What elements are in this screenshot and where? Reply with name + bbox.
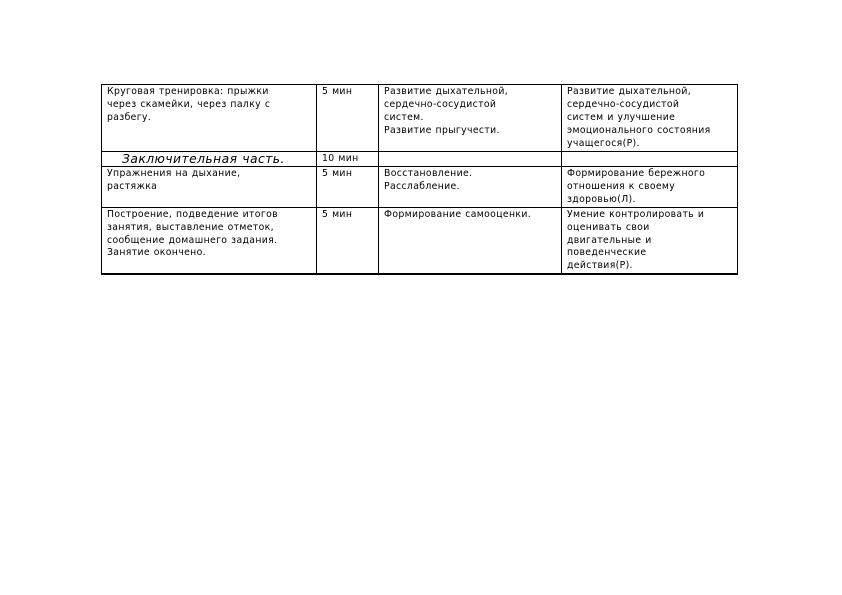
- skills-cell: Развитие дыхательной, сердечно-сосудистой систем и улучшение эмоционального состояния учащегося(Р).: [562, 85, 738, 152]
- table-row: [102, 167, 738, 208]
- skills-cell: Формирование бережного отношения к своему здоровью(Л).: [562, 167, 738, 208]
- goal-cell: [379, 152, 562, 167]
- skills-cell: Умение контролировать и оценивать свои двигательные и поведенческие действия(Р).: [562, 207, 738, 274]
- activity-cell: Упражнения на дыхание, растяжка: [102, 167, 317, 208]
- goal-cell: Формирование самооценки.: [379, 207, 562, 274]
- section-title: Заключительная часть.: [122, 152, 285, 166]
- section-cell: [102, 152, 317, 167]
- skills-cell: [562, 152, 738, 167]
- activity-cell: Построение, подведение итогов занятия, выставление отметок, сообщение домашнего задания. Занятие окончено.: [102, 207, 317, 274]
- table-row: [102, 207, 738, 274]
- lesson-plan-table: [101, 84, 738, 275]
- section-row: [102, 152, 738, 167]
- goal-cell: Восстановление. Расслабление.: [379, 167, 562, 208]
- time-cell: 10 мин: [317, 152, 379, 167]
- time-cell: 5 мин: [317, 207, 379, 274]
- table-row: [102, 85, 738, 152]
- activity-cell: Круговая тренировка: прыжки через скамейки, через палку с разбегу.: [102, 85, 317, 152]
- time-cell: 5 мин: [317, 167, 379, 208]
- goal-cell: Развитие дыхательной, сердечно-сосудистой систем. Развитие прыгучести.: [379, 85, 562, 152]
- time-cell: 5 мин: [317, 85, 379, 152]
